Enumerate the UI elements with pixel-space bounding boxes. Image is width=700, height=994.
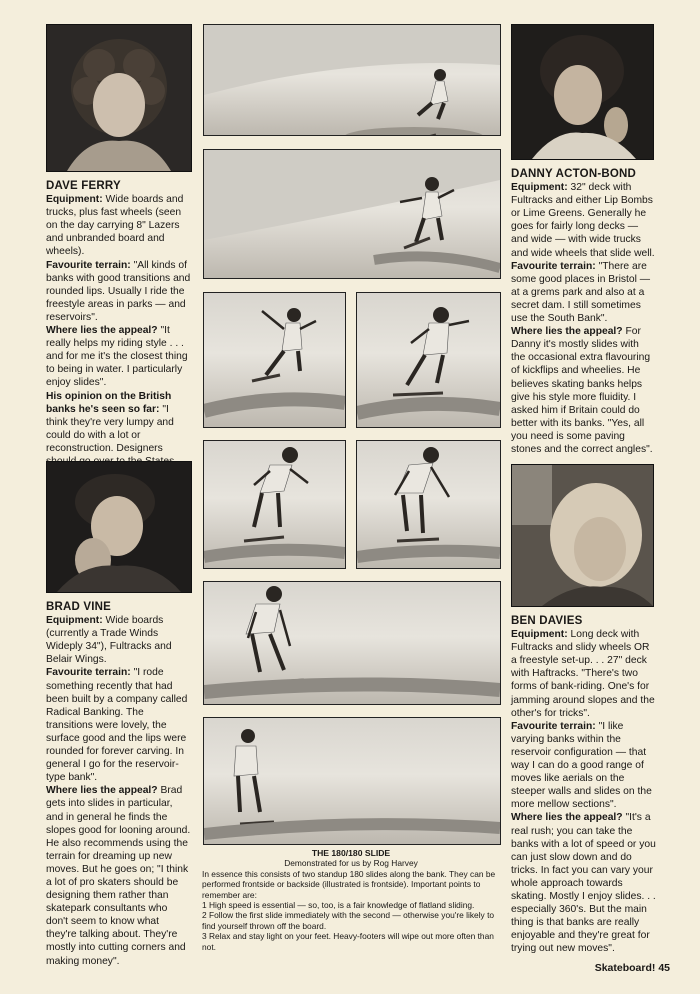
- appeal-label: Where lies the appeal?: [46, 785, 158, 797]
- ben-davies-profile: [511, 615, 656, 955]
- terrain-label: Favourite terrain:: [46, 259, 131, 271]
- terrain-label: Favourite terrain:: [511, 260, 596, 272]
- appeal-text: Brad gets into slides in particular, and in general he finds the slopes good for looning around. He also recommends using the terrain for dreaming up new moves. But he goes on; "I think a lot of pro skaters should be designing them rather than skatepark consultants who don't seem to know what they're talking about. They're mostly into cutting corners and making money".: [46, 785, 191, 967]
- brad-vine-profile: [46, 601, 192, 968]
- sequence-photo-6: [356, 440, 501, 569]
- profile-name: BRAD VINE: [46, 601, 112, 613]
- appeal-label: Where lies the appeal?: [46, 325, 158, 337]
- sequence-caption: [202, 848, 500, 952]
- sequence-photo-4: [356, 292, 501, 428]
- portrait-dave-ferry: [46, 24, 192, 172]
- sequence-photo-5: [203, 440, 346, 569]
- terrain-text: "I like varying banks within the reservoir configuration — that way I can do a good range of moves like aerials on the steeper walls and slides on the more mellow sections".: [511, 720, 652, 811]
- sequence-photo-7: [203, 581, 501, 705]
- appeal-text: "It's a real rush; you can take the banks with a lot of speed or you can just slow down and do tricks. In fact you can vary your whole approach towards skating. Mostly I enjoy slides. . . especially 360's. But the main thing is that banks are really enjoyable and they're great for trying out new moves".: [511, 812, 656, 955]
- equipment-label: Equipment:: [46, 615, 103, 627]
- terrain-label: Favourite terrain:: [511, 720, 596, 732]
- portrait-ben-davies: [511, 464, 654, 607]
- appeal-label: Where lies the appeal?: [511, 326, 623, 338]
- equipment-text: Long deck with Fultracks and slidy wheels OR a freestyle set-up. . . 27" deck with Haftracks. "There's two forms of bank-riding. One's for jamming around slopes and the other's for tricks".: [511, 629, 655, 719]
- portrait-brad-vine: [46, 461, 192, 593]
- caption-point-3: 3 Relax and stay light on your feet. Heavy-footers will wipe out more often than not.: [202, 931, 494, 952]
- equipment-label: Equipment:: [511, 629, 568, 641]
- caption-title: THE 180/180 SLIDE: [311, 848, 391, 858]
- caption-point-2: 2 Follow the first slide immediately with the second — otherwise you're likely to find yourself thrown off the board.: [202, 910, 495, 931]
- terrain-text: "There are some good places in Bristol — at a grems park and also at a secret dam. I still sometimes use the South Bank".: [511, 260, 651, 325]
- page-number: 45: [658, 962, 670, 974]
- profile-name: DAVE FERRY: [46, 180, 121, 192]
- caption-intro: In essence this consists of two standup 180 slides along the bank. They can be performed frontside or backside (illustrated is frontside). Important points to remember are:: [202, 868, 496, 900]
- terrain-label: Favourite terrain:: [46, 667, 131, 679]
- terrain-text: "All kinds of banks with good transitions and rounded lips. Usually I ride the freestyle areas in parks — and reservoirs".: [46, 259, 191, 323]
- magazine-name: Skateboard!: [594, 962, 656, 974]
- page-folio: [595, 962, 670, 974]
- danny-acton-bond-profile: [511, 168, 656, 456]
- profile-name: DANNY ACTON-BOND: [511, 168, 637, 180]
- sequence-photo-3: [203, 292, 346, 428]
- caption-subtitle: Demonstrated for us by Rog Harvey: [284, 858, 418, 869]
- equipment-label: Equipment:: [511, 182, 568, 194]
- equipment-text: 32" deck with Fultracks and either Lip Bombs or Lime Greens. Generally he goes for fairly long decks — and wide — with wide trucks and wide wheels that slide well.: [511, 182, 655, 259]
- dave-ferry-profile: [46, 180, 192, 494]
- opinion-label: His opinion on the British banks he's seen so far:: [46, 390, 172, 415]
- equipment-text: Wide boards (currently a Trade Winds Wideply 34"), Fultracks and Belair Wings.: [46, 615, 172, 666]
- appeal-label: Where lies the appeal?: [511, 812, 623, 824]
- opinion-text: "I think they're very lumpy and could do with a lot or reconstruction. Designers: [46, 403, 174, 454]
- equipment-text: Wide boards and trucks, plus fast wheels (seen on the day carrying 8" Lazers and unbranded board and wheels).: [46, 194, 184, 258]
- portrait-danny-acton-bond: [511, 24, 654, 160]
- appeal-text: For Danny it's mostly slides with the occasional extra flavouring of kickflips and wheelies. He believes skating banks helps give his style more fluidity. I asked him if Britain could do better with its banks. "Yes, all you need is some paving stones and the correct angles".: [511, 326, 653, 455]
- sequence-photo-1: [203, 24, 501, 136]
- equipment-label: Equipment:: [46, 194, 103, 206]
- sequence-photo-8: [203, 717, 501, 845]
- caption-point-1: 1 High speed is essential — so, too, is a fair knowledge of flatland sliding.: [202, 900, 475, 911]
- appeal-text: "It really helps my riding style . . . and for me it's the closest thing to being in water. I particularly enjoy slides".: [46, 325, 188, 389]
- terrain-text: "I rode something recently that had been built by a company called Radical Banking. The transitions were lovely, the surface good and the lips were rounded for forever carving. In general I go for the reservoir-type bank".: [46, 667, 188, 784]
- sequence-photo-2: [203, 149, 501, 279]
- profile-name: BEN DAVIES: [511, 615, 583, 627]
